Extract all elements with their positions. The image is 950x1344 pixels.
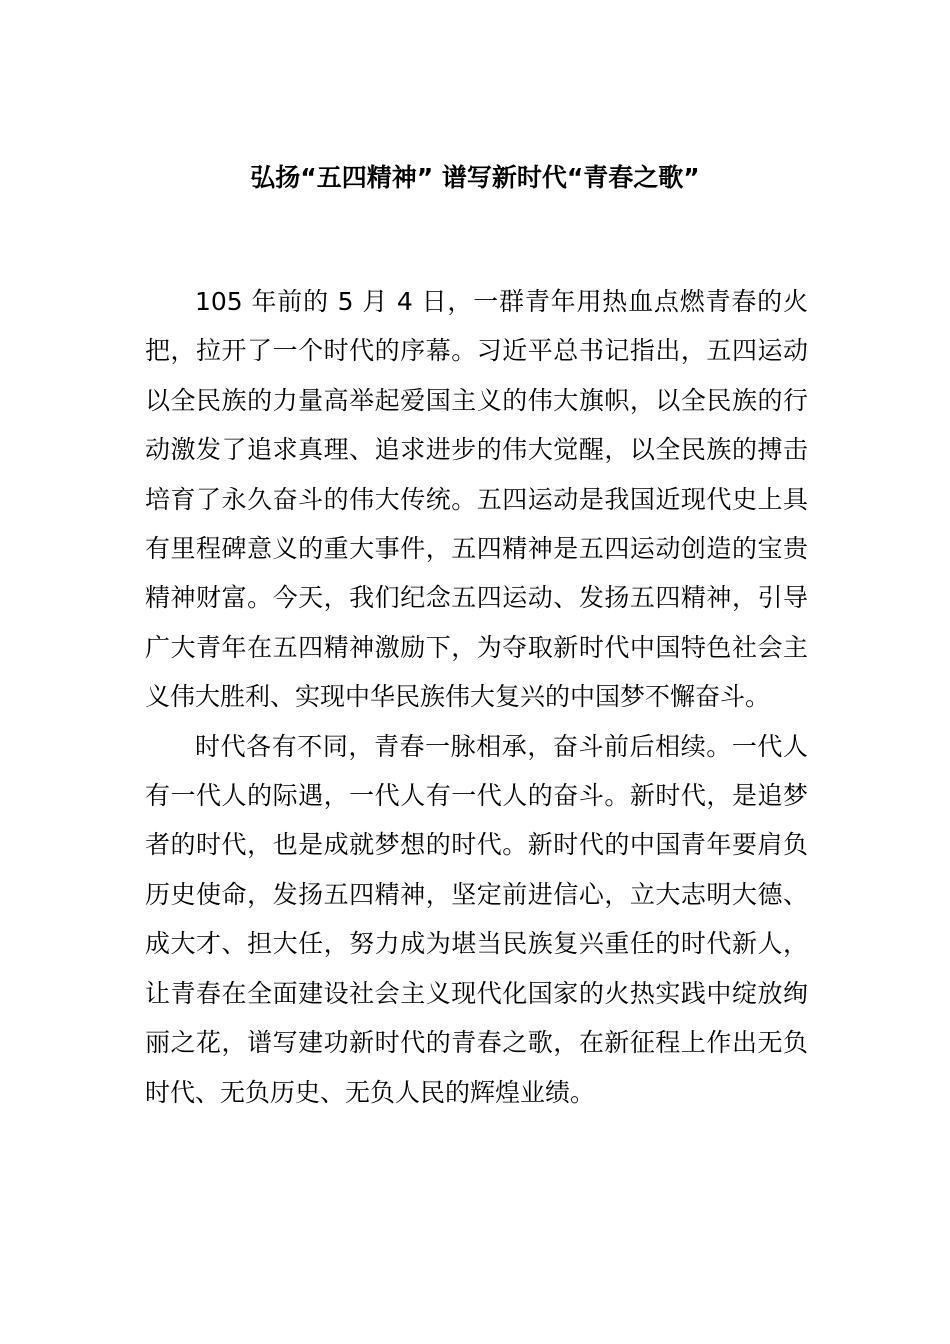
document-title: 弘扬“五四精神” 谱写新时代“青春之歌”: [250, 163, 700, 192]
document-body: [145, 277, 808, 1117]
paragraph-2: 时代各有不同，青春一脉相承，奋斗前后相续。一代人有一代人的际遇，一代人有一代人的奋斗。新时代，是追梦者的时代，也是成就梦想的时代。新时代的中国青年要肩负历史使命，发扬五四精神，坚定前进信心，立大志明大德、成大才、担大任，努力成为堪当民族复兴重任的时代新人，让青春在全面建设社会主义现代化国家的火热实践中绽放绚丽之花，谱写建功新时代的青春之歌，在新征程上作出无负时代、无负历史、无负人民的辉煌业绩。: [145, 731, 808, 1107]
paragraph-1: 105 年前的 5 月 4 日，一群青年用热血点燃青春的火把，拉开了一个时代的序幕。习近平总书记指出，五四运动以全民族的力量高举起爱国主义的伟大旗帜，以全民族的行动激发了追求真理、追求进步的伟大觉醒，以全民族的搏击培育了永久奋斗的伟大传统。五四运动是我国近现代史上具有里程碑意义的重大事件，五四精神是五四运动创造的宝贵精神财富。今天，我们纪念五四运动、发扬五四精神，引导广大青年在五四精神激励下，为夺取新时代中国特色社会主义伟大胜利、实现中华民族伟大复兴的中国梦不懈奋斗。: [145, 287, 808, 712]
